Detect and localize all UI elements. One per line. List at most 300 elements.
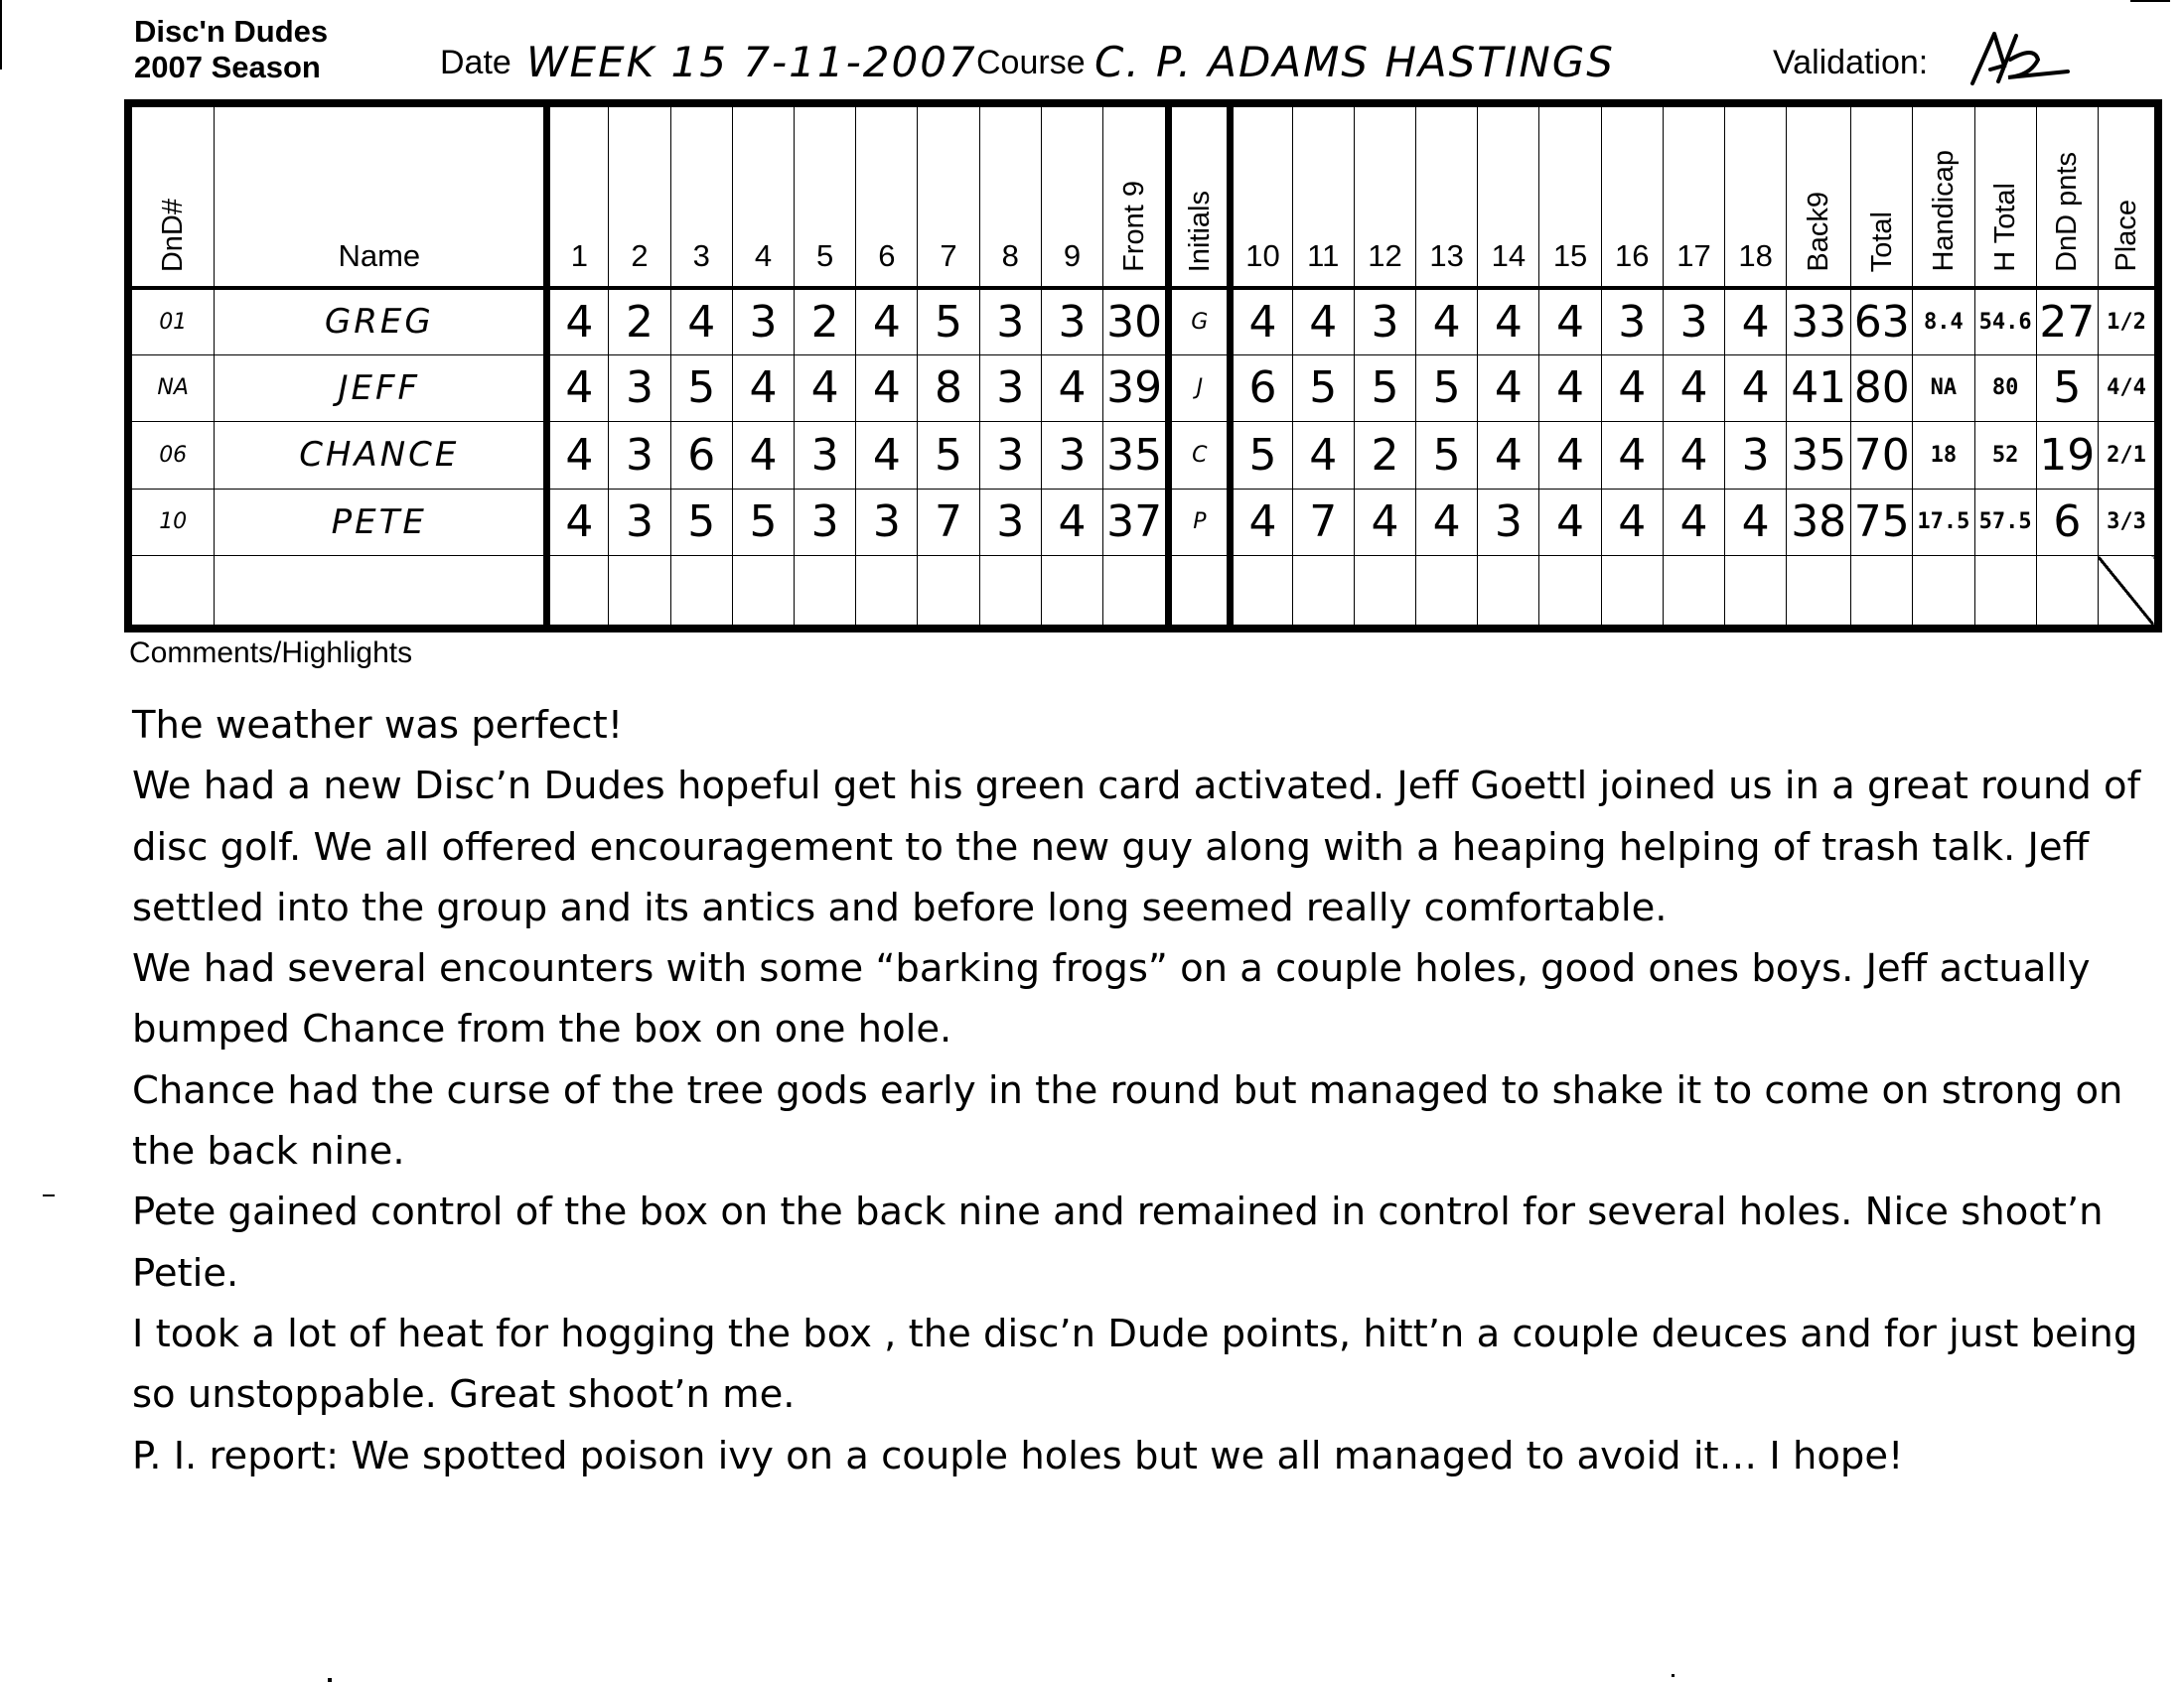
- htotal-value-value: 57.5: [1978, 509, 2032, 535]
- hole-1-score: [547, 354, 609, 421]
- hole-18-score-value: 3: [1741, 429, 1770, 481]
- hole-11-score-value: 7: [1309, 496, 1338, 548]
- hole-7-score-value: 5: [935, 429, 963, 481]
- hole-9-score-value: 4: [1058, 496, 1087, 548]
- hole-2-score: [609, 288, 670, 354]
- total-score-value: 75: [1853, 496, 1910, 548]
- empty-cell: [1663, 556, 1724, 626]
- total-score-value: 70: [1853, 429, 1910, 481]
- hole-12-score-value: 4: [1371, 496, 1399, 548]
- comment-paragraph: P. I. report: We spotted poison ivy on a couple holes but we all managed to avoid it… I hope!: [132, 1433, 1904, 1478]
- empty-cell: [795, 556, 856, 626]
- total-score: [1851, 422, 1913, 489]
- empty-cell: [979, 556, 1041, 626]
- hole-18-score-value: 4: [1741, 362, 1770, 414]
- empty-cell: [1725, 556, 1787, 626]
- place-value-value: 2/1: [2107, 442, 2146, 468]
- col-name: Name: [215, 107, 547, 288]
- hole-2-score-value: 3: [626, 496, 655, 548]
- col-total-label: Total: [1865, 210, 1898, 272]
- empty-cell: [1292, 556, 1354, 626]
- col-dndpts-label: DnD pnts: [2051, 151, 2084, 272]
- hole-7-score-value: 5: [935, 296, 963, 348]
- empty-cell: [1851, 556, 1913, 626]
- stray-mark: [328, 1678, 332, 1682]
- hole-6-score-value: 4: [872, 296, 901, 348]
- comment-paragraph: We had a new Disc’n Dudes hopeful get his green card activated. Jeff Goettl joined us in a great round of disc golf. We all offered encouragement to the new guy along with a heaping helping of trash talk. Jeff settled into the group and its antics and before long seemed really comfortable.: [132, 764, 2141, 930]
- hole-2-score: [609, 354, 670, 421]
- col-place: [2098, 107, 2154, 288]
- col-hole-2: 2: [609, 107, 670, 288]
- col-hole-8: 8: [979, 107, 1041, 288]
- col-dnd: [132, 107, 215, 288]
- hole-15-score: [1539, 288, 1601, 354]
- comment-paragraph: Pete gained control of the box on the back nine and remained in control for several holes. Nice shoot’n Petie.: [132, 1190, 2104, 1296]
- hole-2-score: [609, 489, 670, 555]
- empty-cell: [547, 556, 609, 626]
- htotal-value-value: 54.6: [1978, 309, 2032, 335]
- player-name-value: PETE: [331, 501, 427, 542]
- empty-cell: [1231, 556, 1292, 626]
- col-hole-16: 16: [1601, 107, 1663, 288]
- front9-score-value: 30: [1106, 296, 1163, 348]
- hole-12-score: [1354, 354, 1415, 421]
- dnd-points-value: 6: [2053, 496, 2082, 548]
- hole-10-score: [1231, 354, 1292, 421]
- hole-13-score-value: 4: [1432, 496, 1461, 548]
- empty-cell: [1913, 556, 1974, 626]
- col-back9: [1787, 107, 1851, 288]
- hole-10-score-value: 4: [1248, 496, 1277, 548]
- hole-7-score-value: 8: [935, 362, 963, 414]
- hole-10-score-value: 4: [1248, 296, 1277, 348]
- hole-16-score: [1601, 489, 1663, 555]
- empty-cell: [1974, 556, 2036, 626]
- hole-5-score-value: 3: [810, 429, 839, 481]
- back9-score-value: 35: [1791, 429, 1847, 481]
- back9-score: [1787, 489, 1851, 555]
- empty-cell: [856, 556, 918, 626]
- col-place-label: Place: [2110, 200, 2142, 272]
- hole-14-score: [1478, 288, 1539, 354]
- hole-10-score-value: 5: [1248, 429, 1277, 481]
- front9-score: [1103, 422, 1169, 489]
- dnd-points: [2036, 422, 2098, 489]
- place-value-value: 1/2: [2107, 309, 2146, 335]
- handicap-value: [1913, 288, 1974, 354]
- hole-11-score: [1292, 354, 1354, 421]
- player-name-value: GREG: [324, 302, 434, 343]
- player-row: [132, 422, 2155, 489]
- hole-6-score: [856, 288, 918, 354]
- hole-4-score: [732, 354, 794, 421]
- dnd-points-value: 27: [2039, 296, 2096, 348]
- hole-9-score: [1041, 489, 1102, 555]
- player-name: [215, 422, 547, 489]
- empty-cell: [2098, 556, 2154, 626]
- front9-score-value: 37: [1106, 496, 1163, 548]
- back9-score: [1787, 288, 1851, 354]
- empty-cell: [1169, 556, 1231, 626]
- dnd-points: [2036, 288, 2098, 354]
- player-name: [215, 489, 547, 555]
- dnd-number: [132, 354, 215, 421]
- hole-9-score-value: 4: [1058, 362, 1087, 414]
- hole-18-score: [1725, 489, 1787, 555]
- back9-score: [1787, 422, 1851, 489]
- hole-5-score: [795, 489, 856, 555]
- place-value: [2098, 489, 2154, 555]
- hole-17-score-value: 4: [1679, 429, 1708, 481]
- col-htotal-label: H Total: [1989, 183, 2022, 272]
- col-hole-18: 18: [1725, 107, 1787, 288]
- margin-mark: [43, 1194, 55, 1196]
- hole-8-score-value: 3: [996, 496, 1025, 548]
- header-row: [132, 107, 2155, 288]
- hole-1-score: [547, 422, 609, 489]
- validation-signature-icon: [1965, 26, 2074, 89]
- hole-13-score-value: 5: [1432, 429, 1461, 481]
- handicap-value: [1913, 422, 1974, 489]
- col-hole-3: 3: [670, 107, 732, 288]
- hole-18-score: [1725, 422, 1787, 489]
- dnd-number: [132, 489, 215, 555]
- initials-value: P: [1193, 509, 1207, 535]
- hole-9-score: [1041, 422, 1102, 489]
- hole-12-score: [1354, 489, 1415, 555]
- hole-17-score-value: 3: [1679, 296, 1708, 348]
- hole-11-score: [1292, 422, 1354, 489]
- hole-3-score-value: 5: [687, 496, 716, 548]
- col-hole-6: 6: [856, 107, 918, 288]
- hole-14-score-value: 3: [1494, 496, 1523, 548]
- hole-13-score: [1416, 354, 1478, 421]
- hole-2-score-value: 3: [626, 429, 655, 481]
- hole-6-score-value: 4: [872, 362, 901, 414]
- back9-score-value: 41: [1791, 362, 1847, 414]
- hole-1-score-value: 4: [565, 296, 594, 348]
- hole-3-score-value: 4: [687, 296, 716, 348]
- hole-8-score-value: 3: [996, 362, 1025, 414]
- player-name-value: JEFF: [338, 367, 421, 408]
- empty-cell: [1354, 556, 1415, 626]
- hole-12-score-value: 5: [1371, 362, 1399, 414]
- empty-row: [132, 556, 2155, 626]
- hole-16-score: [1601, 288, 1663, 354]
- hole-13-score-value: 4: [1432, 296, 1461, 348]
- front9-score: [1103, 354, 1169, 421]
- hole-11-score-value: 5: [1309, 362, 1338, 414]
- hole-16-score-value: 4: [1618, 362, 1647, 414]
- hole-11-score-value: 4: [1309, 429, 1338, 481]
- hole-9-score-value: 3: [1058, 296, 1087, 348]
- hole-6-score-value: 3: [872, 496, 901, 548]
- hole-6-score: [856, 489, 918, 555]
- htotal-value-value: 52: [1991, 442, 2019, 468]
- handicap-value-value: 8.4: [1924, 309, 1964, 335]
- hole-3-score: [670, 489, 732, 555]
- col-hole-11: 11: [1292, 107, 1354, 288]
- comment-paragraph: We had several encounters with some “barking frogs” on a couple holes, good ones boys. Jeff actually bumped Chance from the box on one hole.: [132, 946, 2091, 1052]
- htotal-value-value: 80: [1991, 375, 2019, 401]
- col-back9-label: Back9: [1803, 192, 1835, 272]
- hole-7-score: [918, 288, 979, 354]
- hole-16-score: [1601, 354, 1663, 421]
- dnd-points-value: 5: [2053, 362, 2082, 414]
- hole-8-score: [979, 422, 1041, 489]
- hole-5-score: [795, 288, 856, 354]
- col-hole-5: 5: [795, 107, 856, 288]
- comment-paragraph: The weather was perfect!: [132, 703, 624, 748]
- hole-15-score: [1539, 354, 1601, 421]
- hole-10-score: [1231, 288, 1292, 354]
- hole-9-score: [1041, 288, 1102, 354]
- back9-score-value: 33: [1791, 296, 1847, 348]
- hole-1-score: [547, 489, 609, 555]
- hole-1-score-value: 4: [565, 429, 594, 481]
- front9-score: [1103, 489, 1169, 555]
- player-row: [132, 288, 2155, 354]
- col-hole-12: 12: [1354, 107, 1415, 288]
- front9-score-value: 39: [1106, 362, 1163, 414]
- place-value: [2098, 354, 2154, 421]
- comments-title: Comments/Highlights: [129, 636, 413, 669]
- empty-cell: [1478, 556, 1539, 626]
- empty-cell: [1103, 556, 1169, 626]
- hole-11-score: [1292, 288, 1354, 354]
- hole-3-score-value: 6: [687, 429, 716, 481]
- hole-17-score-value: 4: [1679, 496, 1708, 548]
- hole-3-score: [670, 288, 732, 354]
- hole-3-score: [670, 422, 732, 489]
- initials: [1169, 354, 1231, 421]
- stray-mark: [1672, 1674, 1674, 1677]
- hole-17-score-value: 4: [1679, 362, 1708, 414]
- initials-value: G: [1191, 309, 1209, 335]
- dnd-number-value: NA: [157, 375, 189, 401]
- hole-4-score: [732, 288, 794, 354]
- scorecard: [124, 99, 2162, 632]
- col-initials-label: Initials: [1183, 190, 1216, 272]
- hole-13-score: [1416, 489, 1478, 555]
- initials: [1169, 288, 1231, 354]
- hole-10-score: [1231, 422, 1292, 489]
- player-row: [132, 489, 2155, 555]
- hole-6-score: [856, 422, 918, 489]
- handicap-value-value: 18: [1930, 442, 1958, 468]
- initials: [1169, 489, 1231, 555]
- dnd-number-value: 10: [159, 509, 188, 535]
- handicap-value: [1913, 354, 1974, 421]
- hole-5-score-value: 4: [810, 362, 839, 414]
- dnd-number: [132, 288, 215, 354]
- empty-cell: [1601, 556, 1663, 626]
- hole-7-score: [918, 354, 979, 421]
- empty-cell: [732, 556, 794, 626]
- hole-15-score-value: 4: [1556, 429, 1585, 481]
- hole-5-score: [795, 354, 856, 421]
- col-hole-1: 1: [547, 107, 609, 288]
- col-hole-10: 10: [1231, 107, 1292, 288]
- handicap-value-value: NA: [1930, 375, 1958, 401]
- course-label: Course: [976, 44, 1086, 81]
- org-name: Disc'n Dudes: [134, 14, 329, 49]
- hole-9-score-value: 3: [1058, 429, 1087, 481]
- empty-cell: [1416, 556, 1478, 626]
- comments-body: [132, 695, 2168, 1486]
- front9-score: [1103, 288, 1169, 354]
- hole-13-score-value: 5: [1432, 362, 1461, 414]
- col-front9-label: Front 9: [1118, 180, 1151, 272]
- hole-1-score-value: 4: [565, 362, 594, 414]
- hole-16-score-value: 4: [1618, 429, 1647, 481]
- date-label: Date: [440, 44, 511, 81]
- hole-8-score-value: 3: [996, 429, 1025, 481]
- col-dnd-label: DnD#: [157, 198, 190, 272]
- hole-15-score-value: 4: [1556, 296, 1585, 348]
- player-name: [215, 288, 547, 354]
- hole-17-score: [1663, 288, 1724, 354]
- hole-4-score-value: 5: [749, 496, 778, 548]
- col-handicap-label: Handicap: [1927, 150, 1960, 272]
- hole-11-score-value: 4: [1309, 296, 1338, 348]
- hole-14-score-value: 4: [1494, 429, 1523, 481]
- hole-7-score-value: 7: [935, 496, 963, 548]
- col-handicap: [1913, 107, 1974, 288]
- hole-10-score: [1231, 489, 1292, 555]
- col-hole-15: 15: [1539, 107, 1601, 288]
- dnd-points: [2036, 354, 2098, 421]
- total-score: [1851, 354, 1913, 421]
- total-score: [1851, 288, 1913, 354]
- hole-18-score: [1725, 354, 1787, 421]
- hole-3-score: [670, 354, 732, 421]
- initials-value: J: [1196, 375, 1204, 401]
- total-score: [1851, 489, 1913, 555]
- page-edge-mark: [0, 0, 5, 70]
- hole-17-score: [1663, 422, 1724, 489]
- hole-4-score-value: 4: [749, 429, 778, 481]
- col-dndpts: [2036, 107, 2098, 288]
- hole-14-score-value: 4: [1494, 362, 1523, 414]
- hole-12-score-value: 3: [1371, 296, 1399, 348]
- hole-5-score-value: 2: [810, 296, 839, 348]
- empty-cell: [1539, 556, 1601, 626]
- hole-2-score: [609, 422, 670, 489]
- header-org: [134, 14, 328, 85]
- player-row: [132, 354, 2155, 421]
- hole-8-score-value: 3: [996, 296, 1025, 348]
- hole-13-score: [1416, 422, 1478, 489]
- hole-17-score: [1663, 489, 1724, 555]
- hole-4-score-value: 3: [749, 296, 778, 348]
- hole-6-score-value: 4: [872, 429, 901, 481]
- hole-7-score: [918, 489, 979, 555]
- hole-2-score-value: 2: [626, 296, 655, 348]
- hole-8-score: [979, 354, 1041, 421]
- hole-16-score: [1601, 422, 1663, 489]
- hole-10-score-value: 6: [1248, 362, 1277, 414]
- hole-12-score: [1354, 288, 1415, 354]
- col-hole-17: 17: [1663, 107, 1724, 288]
- empty-cell: [670, 556, 732, 626]
- handicap-value-value: 17.5: [1917, 509, 1970, 535]
- col-htotal: [1974, 107, 2036, 288]
- hole-2-score-value: 3: [626, 362, 655, 414]
- hole-13-score: [1416, 288, 1478, 354]
- place-value: [2098, 422, 2154, 489]
- dnd-number-value: 06: [159, 442, 188, 468]
- place-value: [2098, 288, 2154, 354]
- dnd-number: [132, 422, 215, 489]
- htotal-value: [1974, 354, 2036, 421]
- hole-5-score: [795, 422, 856, 489]
- hole-17-score: [1663, 354, 1724, 421]
- back9-score: [1787, 354, 1851, 421]
- hole-6-score: [856, 354, 918, 421]
- season: 2007 Season: [134, 50, 321, 84]
- date-value: WEEK 15 7-11-2007: [526, 38, 977, 86]
- comment-paragraph: I took a lot of heat for hogging the box , the disc’n Dude points, hitt’n a couple deuces and for just being so unstoppable. Great shoot’n me.: [132, 1311, 2138, 1418]
- scorecard-table: [131, 106, 2155, 626]
- player-name: [215, 354, 547, 421]
- hole-14-score: [1478, 489, 1539, 555]
- empty-cell: [609, 556, 670, 626]
- hole-15-score-value: 4: [1556, 362, 1585, 414]
- front9-score-value: 35: [1106, 429, 1163, 481]
- htotal-value: [1974, 489, 2036, 555]
- col-total: [1851, 107, 1913, 288]
- empty-cell: [1041, 556, 1102, 626]
- initials-value: C: [1192, 442, 1208, 468]
- hole-14-score: [1478, 354, 1539, 421]
- col-front9: [1103, 107, 1169, 288]
- hole-5-score-value: 3: [810, 496, 839, 548]
- hole-16-score-value: 4: [1618, 496, 1647, 548]
- player-name-value: CHANCE: [299, 435, 460, 476]
- hole-18-score-value: 4: [1741, 496, 1770, 548]
- hole-9-score: [1041, 354, 1102, 421]
- hole-8-score: [979, 288, 1041, 354]
- hole-11-score: [1292, 489, 1354, 555]
- col-hole-4: 4: [732, 107, 794, 288]
- total-score-value: 63: [1853, 296, 1910, 348]
- hole-7-score: [918, 422, 979, 489]
- empty-cell: [215, 556, 547, 626]
- validation-label: Validation:: [1773, 44, 1929, 81]
- htotal-value: [1974, 422, 2036, 489]
- hole-12-score: [1354, 422, 1415, 489]
- empty-cell: [2036, 556, 2098, 626]
- empty-cell: [918, 556, 979, 626]
- hole-1-score: [547, 288, 609, 354]
- hole-18-score: [1725, 288, 1787, 354]
- col-hole-13: 13: [1416, 107, 1478, 288]
- place-value-value: 3/3: [2107, 509, 2146, 535]
- hole-14-score: [1478, 422, 1539, 489]
- dnd-points-value: 19: [2039, 429, 2096, 481]
- col-hole-7: 7: [918, 107, 979, 288]
- hole-16-score-value: 3: [1618, 296, 1647, 348]
- dnd-points: [2036, 489, 2098, 555]
- initials: [1169, 422, 1231, 489]
- col-hole-9: 9: [1041, 107, 1102, 288]
- hole-18-score-value: 4: [1741, 296, 1770, 348]
- hole-4-score-value: 4: [749, 362, 778, 414]
- handicap-value: [1913, 489, 1974, 555]
- page-corner-mark: [2130, 0, 2170, 2]
- hole-15-score: [1539, 489, 1601, 555]
